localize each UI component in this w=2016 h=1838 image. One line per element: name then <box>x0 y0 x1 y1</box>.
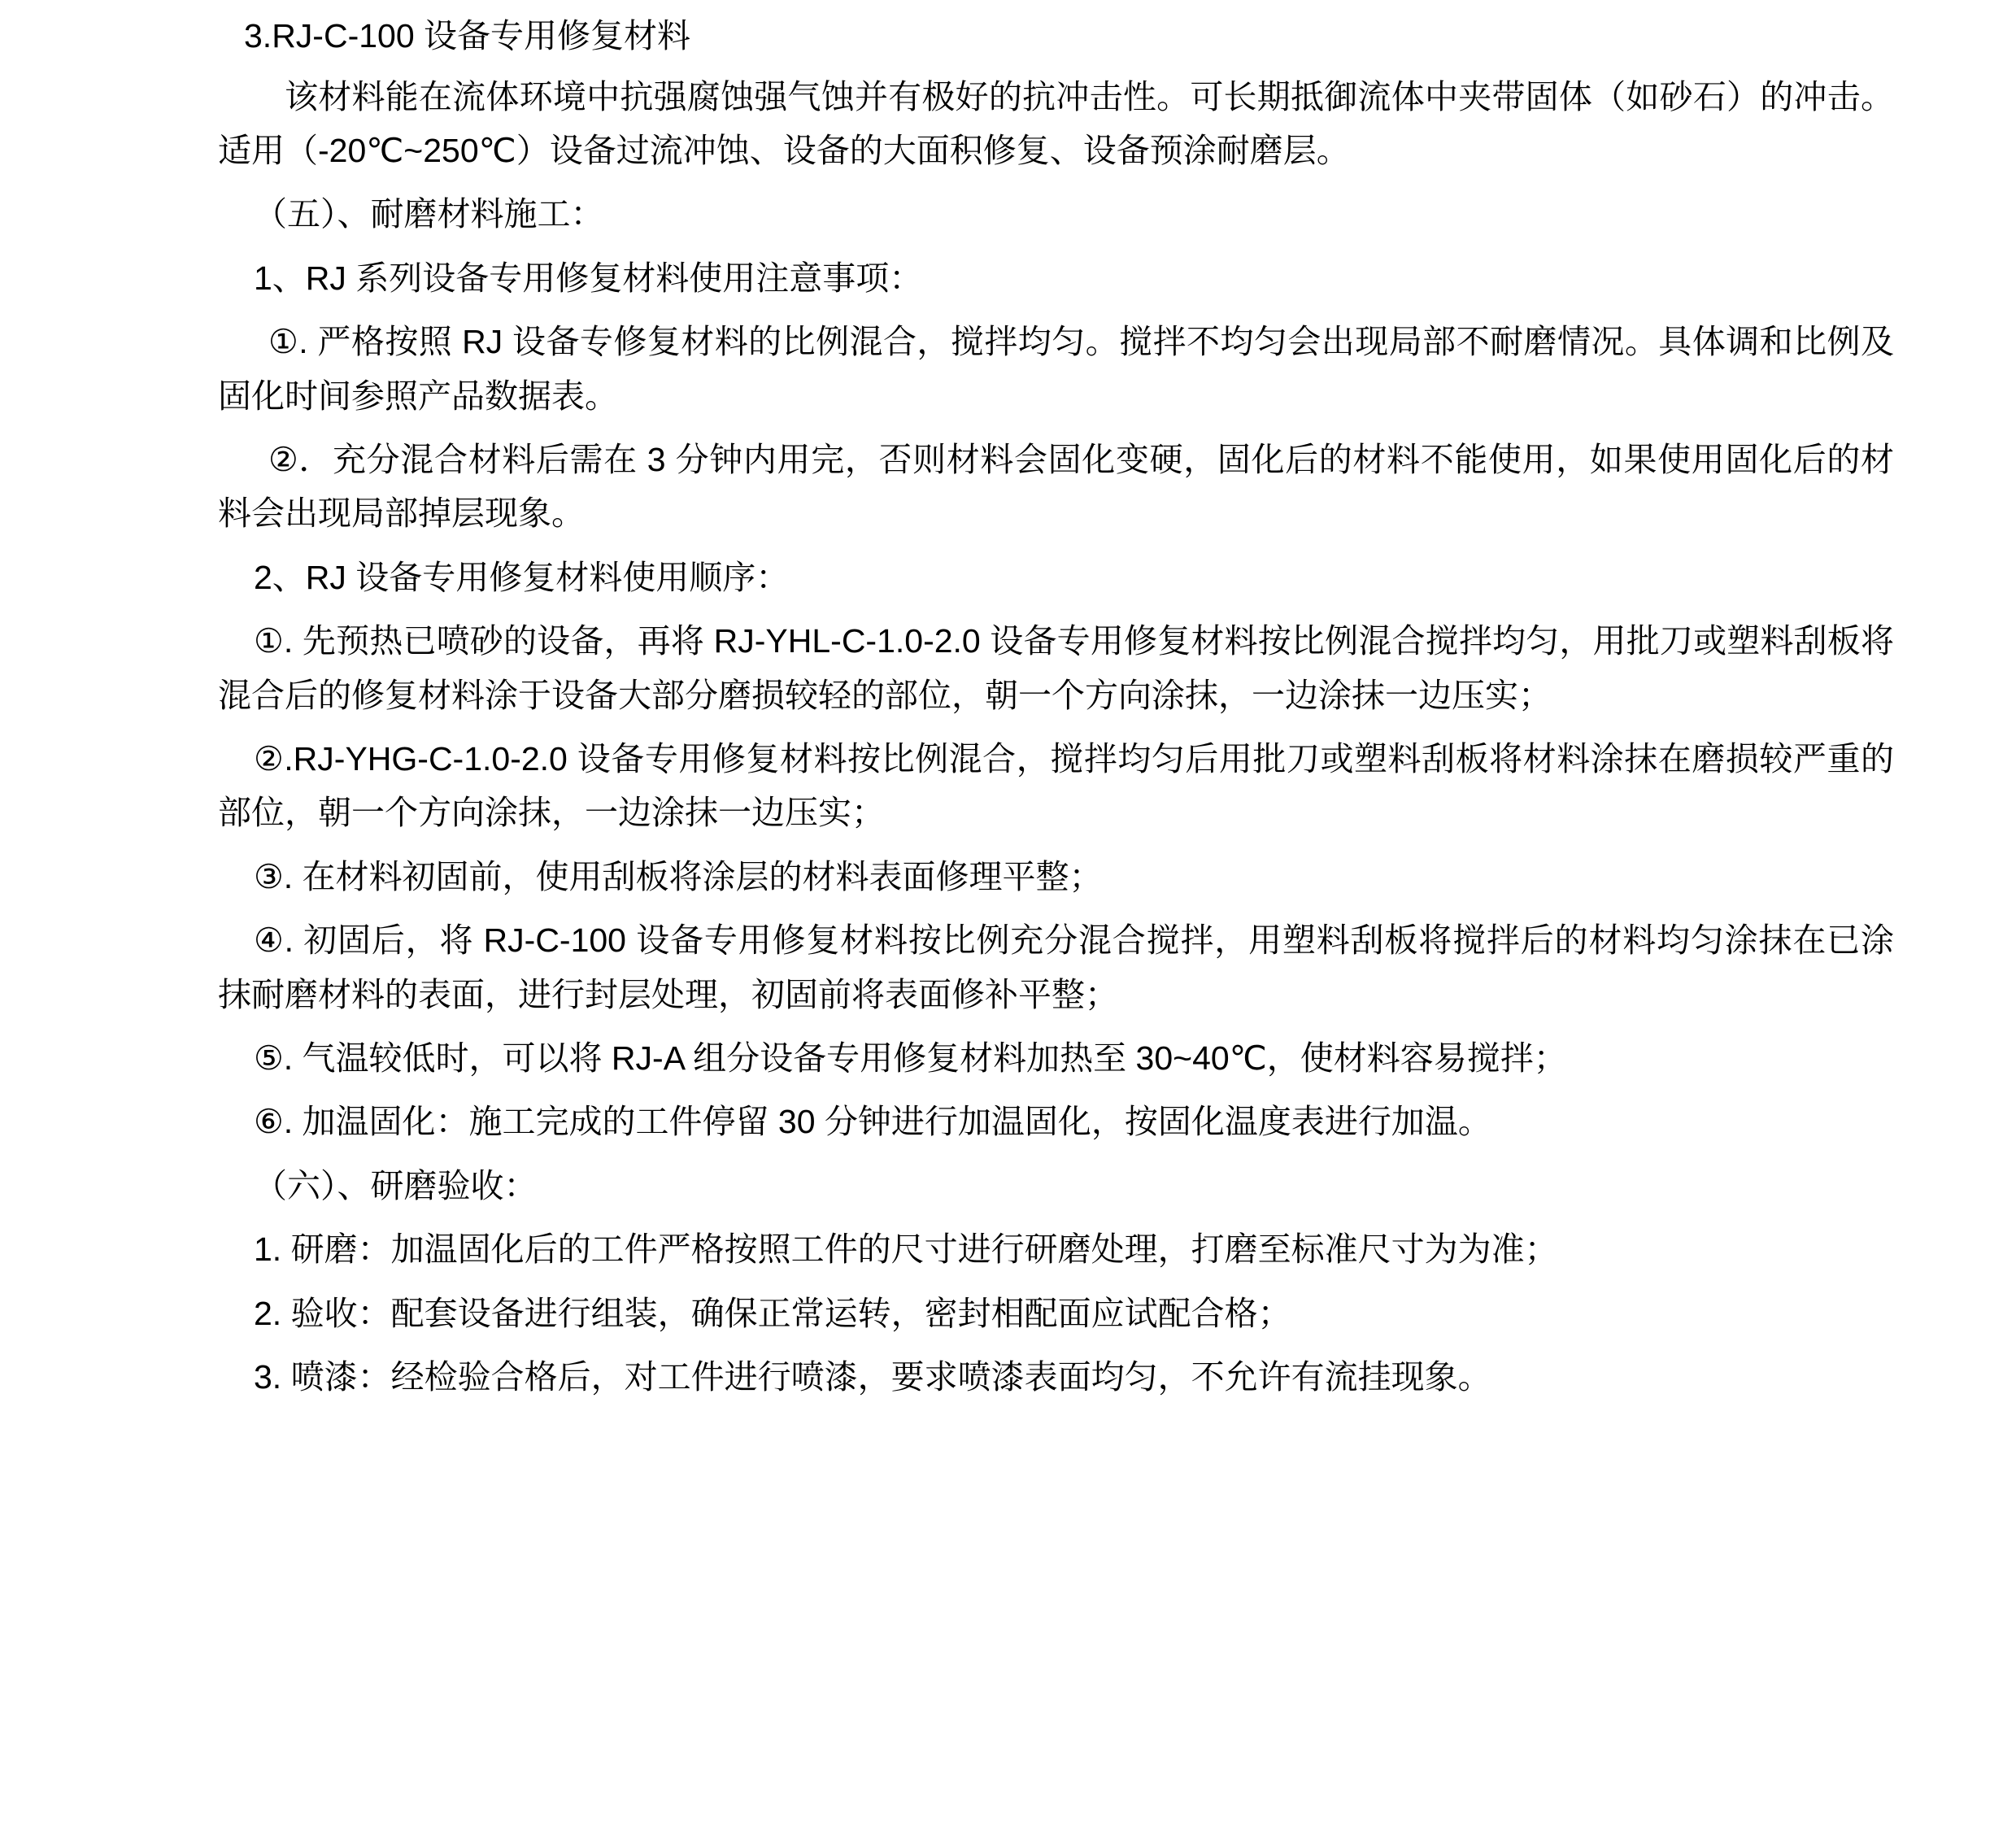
precaution-item-2: ②．充分混合材料后需在 3 分钟内用完，否则材料会固化变硬，固化后的材料不能使用，如果使用固化后的材料会出现局部掉层现象。 <box>218 440 1894 533</box>
section-heading-rj-c-100: 3.RJ-C-100 设备专用修复材料 <box>244 17 691 54</box>
subsection-heading-usage-order: 2、RJ 设备专用修复材料使用顺序： <box>254 558 790 596</box>
acceptance-item-grinding: 1. 研磨：加温固化后的工件严格按照工件的尺寸进行研磨处理，打磨至标准尺寸为为准； <box>254 1230 1558 1269</box>
acceptance-item-painting: 3. 喷漆：经检验合格后，对工件进行喷漆，要求喷漆表面均匀，不允许有流挂现象。 <box>254 1358 1491 1396</box>
usage-step-3: ③. 在材料初固前，使用刮板将涂层的材料表面修理平整； <box>254 857 1103 895</box>
section-heading-construction: （五）、耐磨材料施工： <box>254 195 604 233</box>
usage-step-6: ⑥. 加温固化：施工完成的工件停留 30 分钟进行加温固化，按固化温度表进行加温。 <box>254 1103 1491 1141</box>
section-heading-grinding-acceptance: （六）、研磨验收： <box>254 1166 538 1204</box>
paragraph-material-description: 该材料能在流体环境中抗强腐蚀强气蚀并有极好的抗冲击性。可长期抵御流体中夹带固体（如砂石）的冲击。适用（-20℃~250℃）设备过流冲蚀、设备的大面积修复、设备预涂耐磨层。 <box>218 77 1894 169</box>
precaution-item-1: ①. 严格按照 RJ 设备专修复材料的比例混合，搅拌均匀。搅拌不均匀会出现局部不耐磨情况。具体调和比例及固化时间参照产品数据表。 <box>218 323 1894 415</box>
usage-step-1: ①. 先预热已喷砂的设备，再将 RJ-YHL-C-1.0-2.0 设备专用修复材料按比例混合搅拌均匀，用批刀或塑料刮板将混合后的修复材料涂于设备大部分磨损较轻的部位，朝一个方向涂抹，一边涂抹一边压实； <box>218 622 1894 714</box>
usage-step-4: ④. 初固后，将 RJ-C-100 设备专用修复材料按比例充分混合搅拌，用塑料刮板将搅拌后的材料均匀涂抹在已涂抹耐磨材料的表面，进行封层处理，初固前将表面修补平整； <box>218 921 1894 1013</box>
usage-step-5: ⑤. 气温较低时，可以将 RJ-A 组分设备专用修复材料加热至 30~40℃，使材料容易搅拌； <box>254 1039 1567 1077</box>
usage-step-2: ②.RJ-YHG-C-1.0-2.0 设备专用修复材料按比例混合，搅拌均匀后用批刀或塑料刮板将材料涂抹在磨损较严重的部位，朝一个方向涂抹，一边涂抹一边压实； <box>218 739 1894 832</box>
acceptance-item-inspection: 2. 验收：配套设备进行组装，确保正常运转，密封相配面应试配合格； <box>254 1294 1291 1332</box>
subsection-heading-precautions: 1、RJ 系列设备专用修复材料使用注意事项： <box>254 259 923 297</box>
